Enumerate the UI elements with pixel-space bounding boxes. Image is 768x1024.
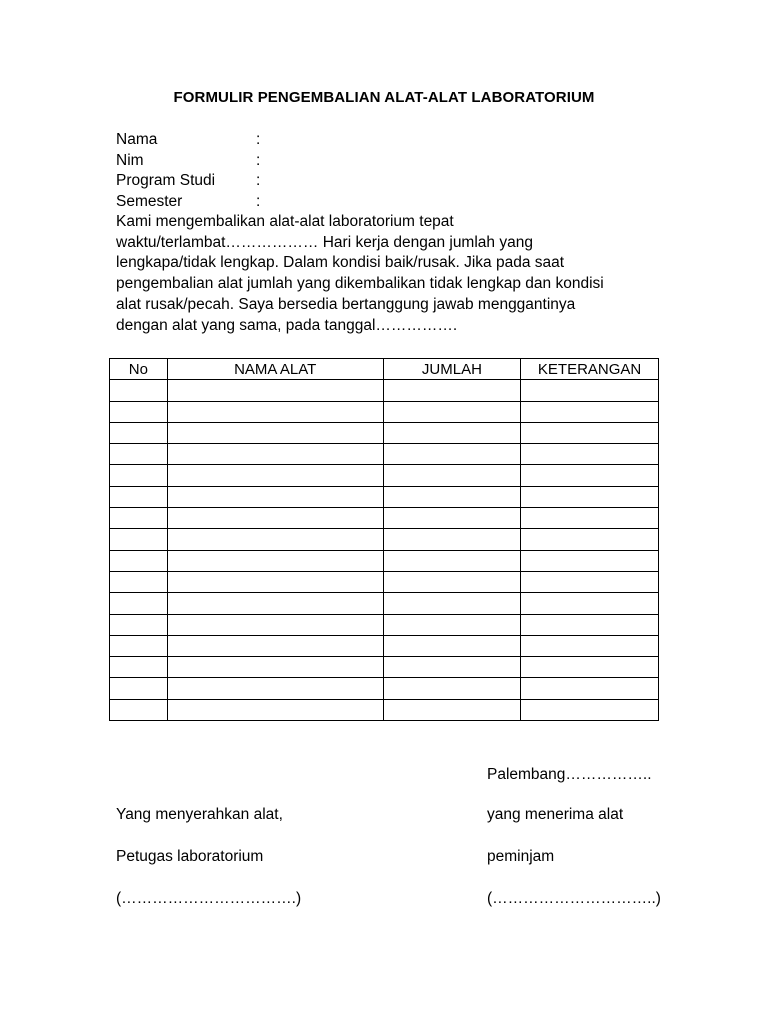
left-signer-role: Yang menyerahkan alat, [116, 806, 283, 823]
cell-no [110, 529, 168, 550]
table-row [110, 550, 659, 571]
right-signature-line: (…………………………..) [487, 890, 661, 907]
cell-no [110, 571, 168, 592]
paragraph-line: Kami mengembalikan alat-alat laboratorium tepat [116, 213, 454, 230]
paragraph-line: waktu/terlambat……………… Hari kerja dengan jumlah yang [116, 233, 533, 251]
cell-keterangan [521, 422, 659, 443]
cell-jumlah [383, 635, 521, 656]
cell-nama-alat [167, 593, 383, 614]
cell-jumlah [383, 422, 521, 443]
cell-keterangan [521, 657, 659, 678]
table-row [110, 444, 659, 465]
cell-jumlah [383, 508, 521, 529]
left-signer-title: Petugas laboratorium [116, 848, 264, 865]
header-jumlah: JUMLAH [383, 359, 521, 380]
cell-keterangan [521, 508, 659, 529]
cell-no [110, 401, 168, 422]
cell-keterangan [521, 635, 659, 656]
cell-jumlah [383, 529, 521, 550]
table-row [110, 635, 659, 656]
cell-nama-alat [167, 657, 383, 678]
cell-jumlah [383, 699, 521, 720]
table-body [110, 380, 659, 721]
field-colon: : [256, 192, 261, 210]
field-colon: : [256, 172, 261, 189]
cell-no [110, 422, 168, 443]
cell-jumlah [383, 486, 521, 507]
cell-nama-alat [167, 401, 383, 422]
header-nama-alat: NAMA ALAT [167, 359, 383, 380]
identity-fields [116, 130, 676, 212]
header-no: No [110, 359, 168, 380]
cell-no [110, 699, 168, 720]
field-semester [116, 192, 676, 213]
field-label: Nama [116, 131, 158, 148]
cell-nama-alat [167, 422, 383, 443]
table-row [110, 422, 659, 443]
right-signer-role: yang menerima alat [487, 806, 624, 823]
table-row [110, 571, 659, 592]
field-program-studi [116, 171, 676, 192]
cell-jumlah [383, 571, 521, 592]
cell-nama-alat [167, 699, 383, 720]
right-signer-title: peminjam [487, 848, 555, 865]
field-label: Semester [116, 192, 183, 210]
field-nim [116, 151, 676, 172]
cell-jumlah [383, 657, 521, 678]
table-row [110, 508, 659, 529]
cell-keterangan [521, 614, 659, 635]
cell-no [110, 635, 168, 656]
cell-no [110, 678, 168, 699]
paragraph-line: dengan alat yang sama, pada tanggal……………. [116, 316, 458, 334]
cell-keterangan [521, 380, 659, 401]
cell-keterangan [521, 571, 659, 592]
cell-nama-alat [167, 465, 383, 486]
cell-jumlah [383, 614, 521, 635]
cell-jumlah [383, 465, 521, 486]
statement-paragraph [116, 212, 656, 336]
cell-nama-alat [167, 486, 383, 507]
field-colon: : [256, 151, 261, 169]
form-title: FORMULIR PENGEMBALIAN ALAT-ALAT LABORATORIUM [173, 89, 595, 106]
cell-nama-alat [167, 635, 383, 656]
cell-nama-alat [167, 380, 383, 401]
cell-keterangan [521, 444, 659, 465]
cell-jumlah [383, 444, 521, 465]
cell-no [110, 465, 168, 486]
cell-jumlah [383, 380, 521, 401]
items-table [109, 358, 659, 721]
cell-jumlah [383, 678, 521, 699]
cell-keterangan [521, 550, 659, 571]
cell-keterangan [521, 593, 659, 614]
cell-nama-alat [167, 678, 383, 699]
cell-nama-alat [167, 614, 383, 635]
cell-jumlah [383, 550, 521, 571]
cell-nama-alat [167, 550, 383, 571]
field-nama [116, 130, 676, 151]
paragraph-line: pengembalian alat jumlah yang dikembalikan tidak lengkap dan kondisi [116, 275, 604, 293]
cell-keterangan [521, 486, 659, 507]
cell-nama-alat [167, 529, 383, 550]
header-keterangan: KETERANGAN [521, 359, 659, 380]
cell-no [110, 657, 168, 678]
cell-jumlah [383, 401, 521, 422]
cell-jumlah [383, 593, 521, 614]
place-date: Palembang…………….. [487, 766, 652, 783]
paragraph-line: lengkapa/tidak lengkap. Dalam kondisi baik/rusak. Jika pada saat [116, 254, 565, 272]
field-colon: : [256, 131, 261, 148]
table-row [110, 614, 659, 635]
cell-keterangan [521, 699, 659, 720]
table-row [110, 657, 659, 678]
paragraph-line: alat rusak/pecah. Saya bersedia bertanggung jawab menggantinya [116, 295, 576, 313]
table-row [110, 529, 659, 550]
cell-keterangan [521, 401, 659, 422]
cell-keterangan [521, 529, 659, 550]
cell-nama-alat [167, 444, 383, 465]
table-row [110, 401, 659, 422]
table-row [110, 678, 659, 699]
cell-keterangan [521, 465, 659, 486]
table-row [110, 465, 659, 486]
table-row [110, 380, 659, 401]
cell-no [110, 508, 168, 529]
table-header-row [110, 359, 659, 380]
cell-keterangan [521, 678, 659, 699]
field-label: Program Studi [116, 172, 216, 189]
table-row [110, 486, 659, 507]
cell-no [110, 444, 168, 465]
cell-no [110, 614, 168, 635]
table-row [110, 593, 659, 614]
cell-nama-alat [167, 508, 383, 529]
cell-no [110, 593, 168, 614]
field-label: Nim [116, 151, 144, 169]
cell-no [110, 550, 168, 571]
cell-nama-alat [167, 571, 383, 592]
cell-no [110, 486, 168, 507]
cell-no [110, 380, 168, 401]
left-signature-line: (…………………………….) [116, 890, 302, 907]
table-row [110, 699, 659, 720]
